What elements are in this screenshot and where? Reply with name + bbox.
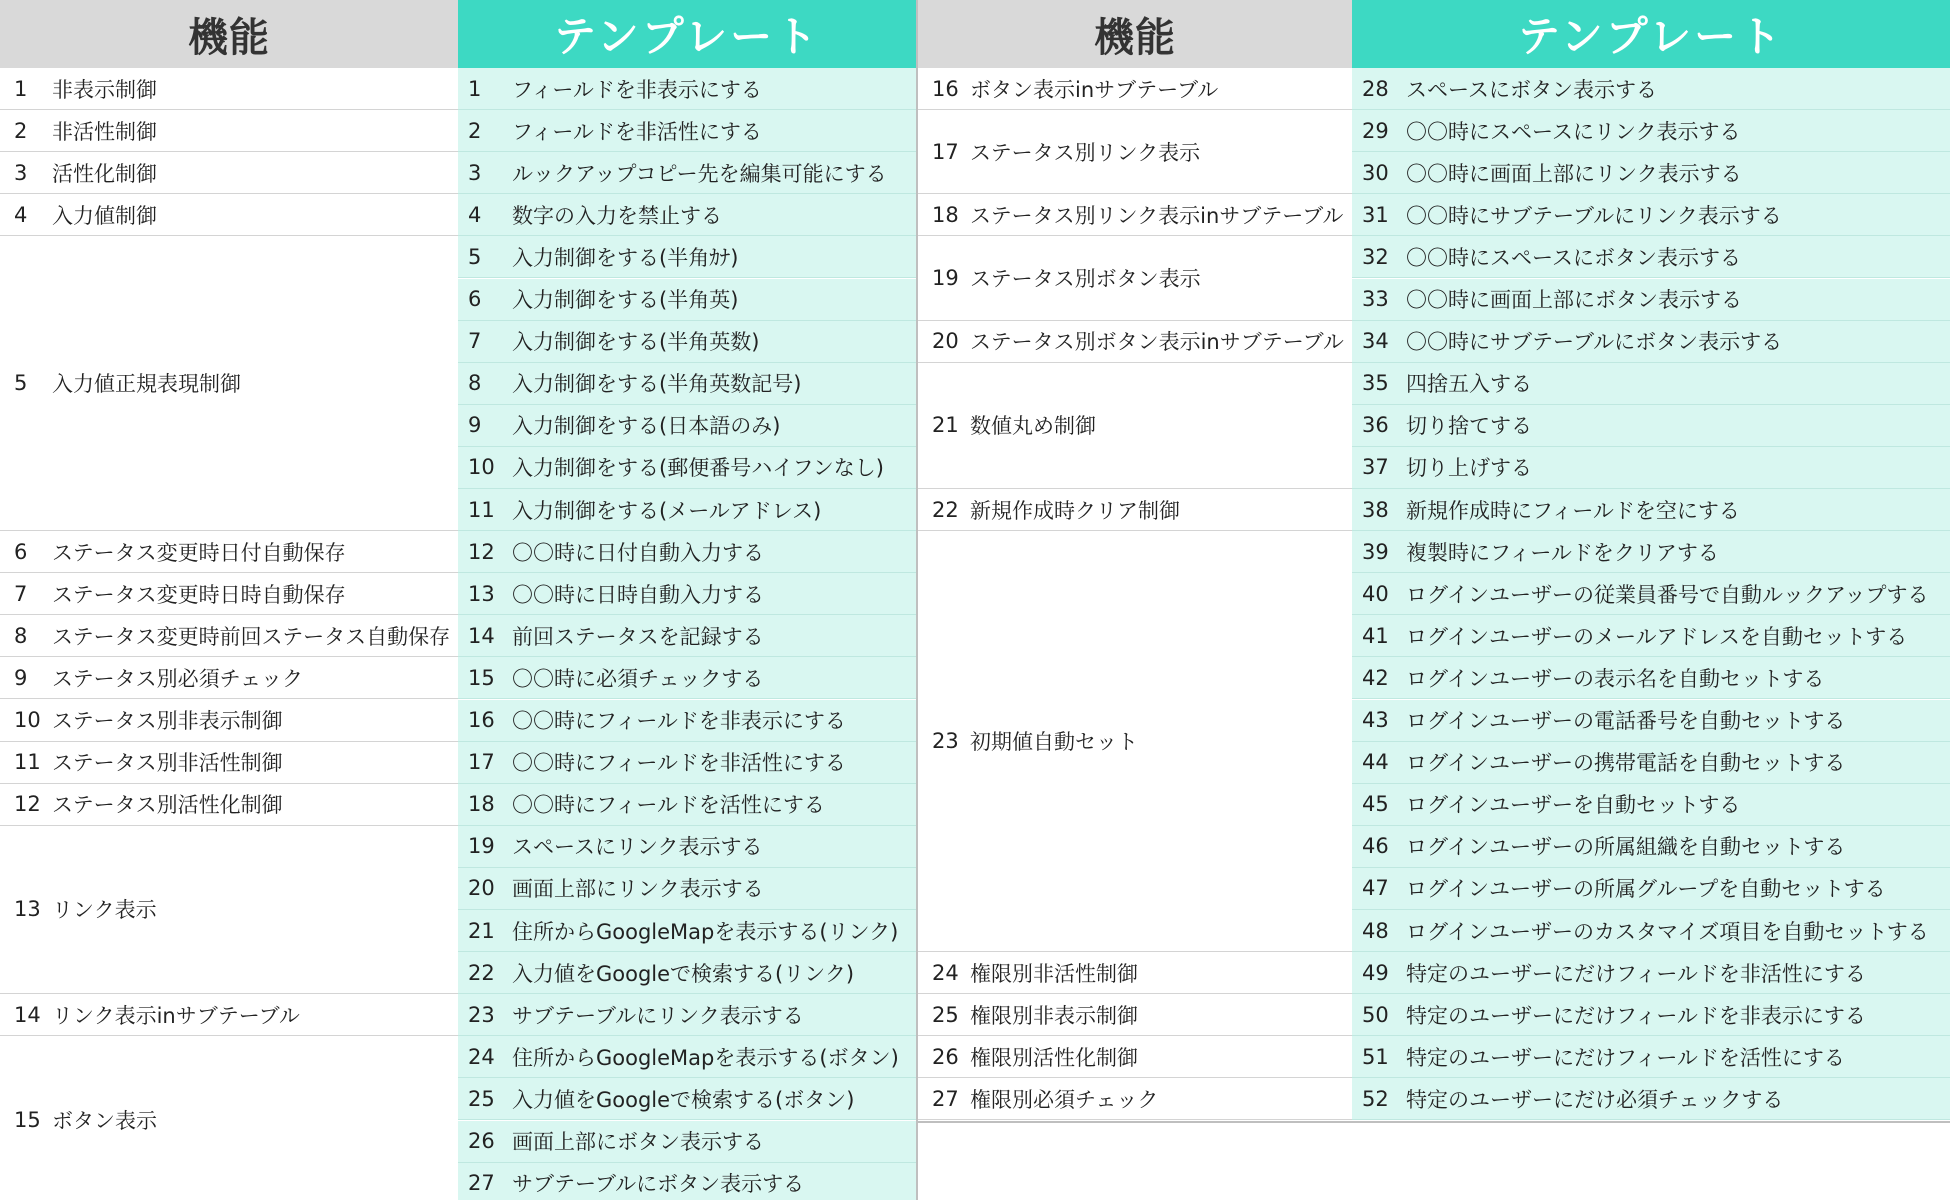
- right-function-number: 19: [932, 265, 959, 290]
- right-function-number: 26: [932, 1044, 959, 1069]
- right-function-number: 17: [932, 139, 959, 164]
- right-function-number: 23: [932, 729, 959, 754]
- left-template-label: 〇〇時に日付自動入力する: [512, 540, 764, 565]
- left-template-row: [458, 952, 916, 994]
- right-template-header: テンプレート: [1352, 0, 1950, 68]
- right-template-row: [1352, 110, 1950, 152]
- left-function-number: 10: [14, 708, 41, 733]
- left-function-row: [0, 700, 458, 742]
- right-function-label: 初期値自動セット: [970, 730, 1138, 755]
- left-function-number: 5: [14, 371, 28, 396]
- left-template-number: 26: [468, 1129, 495, 1154]
- left-template-row: [458, 573, 916, 615]
- right-function-row: [918, 363, 1352, 489]
- right-function-label: 数値丸め制御: [970, 414, 1096, 439]
- right-function-number: 16: [932, 76, 959, 101]
- left-function-number: 11: [14, 750, 41, 775]
- left-function-number: 2: [14, 118, 28, 143]
- left-template-label: 〇〇時に必須チェックする: [512, 666, 764, 691]
- right-function-row: [918, 110, 1352, 194]
- left-function-number: 1: [14, 76, 28, 101]
- left-template-row: [458, 1078, 916, 1120]
- left-template-label: 入力制御をする(半角ｶﾅ): [512, 245, 739, 270]
- right-template-number: 35: [1362, 371, 1389, 396]
- left-template-number: 17: [468, 750, 495, 775]
- left-template-label: 入力制御をする(メールアドレス): [512, 498, 822, 523]
- right-template-label: ログインユーザーの所属組織を自動セットする: [1406, 835, 1846, 860]
- right-template-number: 33: [1362, 287, 1389, 312]
- left-template-header: テンプレート: [458, 0, 916, 68]
- left-function-row: [0, 236, 458, 531]
- right-template-row: [1352, 657, 1950, 699]
- left-template-number: 23: [468, 1002, 495, 1027]
- right-function-label: 新規作成時クリア制御: [970, 498, 1180, 523]
- left-template-number: 13: [468, 581, 495, 606]
- left-template-row: [458, 1163, 916, 1200]
- left-template-label: サブテーブルにリンク表示する: [512, 1003, 804, 1028]
- left-template-number: 12: [468, 539, 495, 564]
- left-template-number: 4: [468, 202, 482, 227]
- left-template-row: [458, 784, 916, 826]
- left-template-number: 3: [468, 160, 482, 185]
- left-template-number: 25: [468, 1086, 495, 1111]
- right-template-label: 切り上げする: [1406, 456, 1532, 481]
- left-template-label: 入力値をGoogleで検索する(ボタン): [512, 1087, 855, 1112]
- right-template-number: 34: [1362, 329, 1389, 354]
- left-template-label: ルックアップコピー先を編集可能にする: [512, 161, 887, 186]
- right-function-row: [918, 1036, 1352, 1078]
- right-template-row: [1352, 489, 1950, 531]
- right-template-row: [1352, 700, 1950, 742]
- right-function-row: [918, 68, 1352, 110]
- left-template-label: 入力制御をする(郵便番号ハイフンなし): [512, 456, 884, 481]
- left-template-number: 20: [468, 876, 495, 901]
- right-template-row: [1352, 321, 1950, 363]
- right-template-label: ログインユーザーの従業員番号で自動ルックアップする: [1406, 582, 1929, 607]
- right-template-number: 39: [1362, 539, 1389, 564]
- left-template-row: [458, 363, 916, 405]
- right-template-row: [1352, 952, 1950, 994]
- left-template-label: サブテーブルにボタン表示する: [512, 1172, 805, 1197]
- left-function-row: [0, 1036, 458, 1200]
- right-function-row: [918, 194, 1352, 236]
- right-function-row: [918, 236, 1352, 320]
- right-template-row: [1352, 1078, 1950, 1120]
- left-function-label: リンク表示inサブテーブル: [52, 1003, 300, 1028]
- right-template-label: 特定のユーザーにだけフィールドを非表示にする: [1406, 1003, 1866, 1028]
- right-template-label: 新規作成時にフィールドを空にする: [1406, 498, 1740, 523]
- left-template-label: 入力制御をする(半角英): [512, 288, 739, 313]
- right-function-row: [918, 489, 1352, 531]
- left-template-number: 22: [468, 960, 495, 985]
- right-template-row: [1352, 68, 1950, 110]
- right-function-label: ボタン表示inサブテーブル: [970, 77, 1219, 102]
- right-template-number: 52: [1362, 1086, 1389, 1111]
- left-template-row: [458, 742, 916, 784]
- right-template-label: 複製時にフィールドをクリアする: [1406, 540, 1719, 565]
- right-template-row: [1352, 615, 1950, 657]
- left-template-row: [458, 68, 916, 110]
- left-function-number: 13: [14, 897, 41, 922]
- right-template-number: 29: [1362, 118, 1389, 143]
- right-template-number: 49: [1362, 960, 1389, 985]
- right-template-row: [1352, 1036, 1950, 1078]
- right-template-number: 48: [1362, 918, 1389, 943]
- left-template-label: フィールドを非活性にする: [512, 119, 762, 144]
- left-function-label: ステータス変更時前回ステータス自動保存: [52, 624, 451, 649]
- right-template-number: 45: [1362, 792, 1389, 817]
- left-function-label: ステータス別非表示制御: [52, 709, 283, 734]
- right-function-number: 20: [932, 329, 959, 354]
- left-template-row: [458, 321, 916, 363]
- left-template-number: 16: [468, 708, 495, 733]
- left-function-number: 4: [14, 202, 28, 227]
- right-template-number: 51: [1362, 1044, 1389, 1069]
- right-function-number: 24: [932, 960, 959, 985]
- right-template-label: ログインユーザーのカスタマイズ項目を自動セットする: [1406, 919, 1929, 944]
- left-function-label: リンク表示: [52, 898, 157, 923]
- right-template-row: [1352, 152, 1950, 194]
- right-template-label: 特定のユーザーにだけ必須チェックする: [1406, 1087, 1784, 1112]
- left-function-number: 12: [14, 792, 41, 817]
- left-function-number: 8: [14, 623, 28, 648]
- left-function-row: [0, 742, 458, 784]
- left-function-number: 3: [14, 160, 28, 185]
- right-template-number: 50: [1362, 1002, 1389, 1027]
- right-function-header: 機能: [918, 0, 1352, 68]
- left-function-label: 活性化制御: [52, 161, 157, 186]
- right-template-label: 〇〇時に画面上部にリンク表示する: [1406, 161, 1742, 186]
- left-template-row: [458, 194, 916, 236]
- right-function-row: [918, 994, 1352, 1036]
- left-template-number: 18: [468, 792, 495, 817]
- left-function-row: [0, 194, 458, 236]
- left-template-label: 入力制御をする(半角英数): [512, 330, 760, 355]
- right-function-number: 18: [932, 202, 959, 227]
- left-template-label: 画面上部にボタン表示する: [512, 1130, 764, 1155]
- left-template-label: 数字の入力を禁止する: [512, 203, 722, 228]
- right-template-row: [1352, 531, 1950, 573]
- right-template-number: 38: [1362, 497, 1389, 522]
- right-template-label: 特定のユーザーにだけフィールドを活性にする: [1406, 1045, 1845, 1070]
- left-template-row: [458, 447, 916, 489]
- left-template-label: 〇〇時にフィールドを活性にする: [512, 793, 825, 818]
- right-template-number: 40: [1362, 581, 1389, 606]
- left-function-label: ステータス別非活性制御: [52, 751, 283, 776]
- right-template-row: [1352, 447, 1950, 489]
- right-function-row: [918, 321, 1352, 363]
- right-template-number: 31: [1362, 202, 1389, 227]
- right-template-label: 切り捨てする: [1406, 414, 1532, 439]
- right-template-row: [1352, 363, 1950, 405]
- right-template-row: [1352, 279, 1950, 321]
- left-template-row: [458, 279, 916, 321]
- left-template-row: [458, 405, 916, 447]
- right-template-number: 28: [1362, 76, 1389, 101]
- right-function-label: 権限別非活性制御: [970, 961, 1138, 986]
- left-function-label: 入力値正規表現制御: [52, 372, 241, 397]
- left-template-number: 2: [468, 118, 482, 143]
- right-template-label: ログインユーザーの携帯電話を自動セットする: [1406, 751, 1846, 776]
- left-template-number: 19: [468, 834, 495, 859]
- left-template-label: 前回ステータスを記録する: [512, 624, 764, 649]
- left-template-label: 画面上部にリンク表示する: [512, 877, 764, 902]
- right-template-label: ログインユーザーの表示名を自動セットする: [1406, 666, 1825, 691]
- left-template-number: 9: [468, 413, 482, 438]
- left-function-number: 15: [14, 1107, 41, 1132]
- right-template-row: [1352, 742, 1950, 784]
- right-template-row: [1352, 910, 1950, 952]
- left-function-row: [0, 657, 458, 699]
- left-template-number: 21: [468, 918, 495, 943]
- left-function-label: ステータス別必須チェック: [52, 666, 303, 691]
- right-template-row: [1352, 236, 1950, 278]
- table-divider: [916, 0, 918, 1200]
- right-template-label: 〇〇時にサブテーブルにボタン表示する: [1406, 330, 1783, 355]
- left-function-row: [0, 784, 458, 826]
- left-function-row: [0, 152, 458, 194]
- left-template-number: 8: [468, 371, 482, 396]
- left-function-row: [0, 110, 458, 152]
- left-function-row: [0, 615, 458, 657]
- right-function-number: 22: [932, 497, 959, 522]
- left-template-row: [458, 489, 916, 531]
- left-function-label: ステータス変更時日付自動保存: [52, 540, 346, 565]
- left-template-number: 11: [468, 497, 495, 522]
- left-template-row: [458, 110, 916, 152]
- left-function-row: [0, 531, 458, 573]
- right-template-number: 43: [1362, 708, 1389, 733]
- right-template-label: 〇〇時に画面上部にボタン表示する: [1406, 288, 1742, 313]
- left-template-number: 6: [468, 287, 482, 312]
- left-function-header: 機能: [0, 0, 458, 68]
- left-function-number: 6: [14, 539, 28, 564]
- left-template-row: [458, 531, 916, 573]
- left-template-row: [458, 910, 916, 952]
- left-template-number: 10: [468, 455, 495, 480]
- right-template-label: 〇〇時にスペースにボタン表示する: [1406, 245, 1741, 270]
- left-template-number: 14: [468, 623, 495, 648]
- left-template-label: 住所からGoogleMapを表示する(リンク): [512, 919, 899, 944]
- left-function-row: [0, 994, 458, 1036]
- right-function-label: ステータス別ボタン表示: [970, 266, 1201, 291]
- left-function-row: [0, 826, 458, 994]
- right-template-number: 41: [1362, 623, 1389, 648]
- right-function-label: 権限別活性化制御: [970, 1045, 1138, 1070]
- right-template-number: 32: [1362, 244, 1389, 269]
- left-template-number: 1: [468, 76, 482, 101]
- right-function-label: 権限別非表示制御: [970, 1003, 1138, 1028]
- left-template-label: フィールドを非表示にする: [512, 77, 762, 102]
- left-template-label: 入力制御をする(日本語のみ): [512, 414, 781, 439]
- left-template-number: 5: [468, 244, 482, 269]
- left-template-row: [458, 868, 916, 910]
- right-template-label: 特定のユーザーにだけフィールドを非活性にする: [1406, 961, 1866, 986]
- left-template-row: [458, 700, 916, 742]
- right-function-row: [918, 952, 1352, 994]
- left-template-label: 〇〇時にフィールドを非表示にする: [512, 709, 846, 734]
- left-template-label: 入力制御をする(半角英数記号): [512, 372, 802, 397]
- left-template-row: [458, 1121, 916, 1163]
- right-function-number: 25: [932, 1002, 959, 1027]
- right-function-row: [918, 531, 1352, 952]
- left-template-number: 27: [468, 1171, 495, 1196]
- right-template-label: 四捨五入する: [1406, 372, 1532, 397]
- left-function-label: ステータス別活性化制御: [52, 793, 283, 818]
- left-function-label: 非表示制御: [52, 77, 157, 102]
- left-function-label: ボタン表示: [52, 1108, 157, 1133]
- right-function-number: 27: [932, 1086, 959, 1111]
- right-template-row: [1352, 868, 1950, 910]
- right-template-row: [1352, 826, 1950, 868]
- right-template-label: ログインユーザーを自動セットする: [1406, 793, 1741, 818]
- right-template-number: 47: [1362, 876, 1389, 901]
- left-function-label: 入力値制御: [52, 203, 157, 228]
- right-function-label: ステータス別リンク表示: [970, 140, 1201, 165]
- left-template-row: [458, 236, 916, 278]
- left-template-label: 〇〇時に日時自動入力する: [512, 582, 764, 607]
- right-function-label: 権限別必須チェック: [970, 1087, 1159, 1112]
- left-template-row: [458, 657, 916, 699]
- right-template-number: 30: [1362, 160, 1389, 185]
- right-function-label: ステータス別ボタン表示inサブテーブル: [970, 330, 1344, 355]
- right-template-row: [1352, 784, 1950, 826]
- right-template-number: 46: [1362, 834, 1389, 859]
- right-function-label: ステータス別リンク表示inサブテーブル: [970, 203, 1344, 228]
- right-template-label: ログインユーザーの所属グループを自動セットする: [1406, 877, 1886, 902]
- left-function-number: 14: [14, 1002, 41, 1027]
- left-template-row: [458, 615, 916, 657]
- left-function-row: [0, 68, 458, 110]
- left-template-row: [458, 994, 916, 1036]
- left-template-label: 住所からGoogleMapを表示する(ボタン): [512, 1045, 899, 1070]
- right-table-bottom-border: [918, 1121, 1950, 1123]
- right-template-row: [1352, 994, 1950, 1036]
- left-template-label: スペースにリンク表示する: [512, 835, 763, 860]
- left-function-number: 7: [14, 581, 28, 606]
- left-function-row: [0, 573, 458, 615]
- right-template-number: 36: [1362, 413, 1389, 438]
- left-template-row: [458, 1036, 916, 1078]
- right-template-label: ログインユーザーのメールアドレスを自動セットする: [1406, 624, 1908, 649]
- left-template-label: 入力値をGoogleで検索する(リンク): [512, 961, 855, 986]
- right-template-number: 44: [1362, 750, 1389, 775]
- right-template-label: 〇〇時にサブテーブルにリンク表示する: [1406, 203, 1782, 228]
- left-template-label: 〇〇時にフィールドを非活性にする: [512, 751, 846, 776]
- left-function-number: 9: [14, 665, 28, 690]
- left-function-label: ステータス変更時日時自動保存: [52, 582, 346, 607]
- right-template-row: [1352, 405, 1950, 447]
- left-template-number: 24: [468, 1044, 495, 1069]
- right-template-number: 37: [1362, 455, 1389, 480]
- right-function-number: 21: [932, 413, 959, 438]
- right-template-row: [1352, 194, 1950, 236]
- left-template-row: [458, 826, 916, 868]
- left-template-number: 7: [468, 329, 482, 354]
- left-template-row: [458, 152, 916, 194]
- left-template-number: 15: [468, 665, 495, 690]
- right-template-label: ログインユーザーの電話番号を自動セットする: [1406, 709, 1846, 734]
- right-template-row: [1352, 573, 1950, 615]
- right-template-label: 〇〇時にスペースにリンク表示する: [1406, 119, 1741, 144]
- right-template-label: スペースにボタン表示する: [1406, 77, 1657, 102]
- right-function-row: [918, 1078, 1352, 1120]
- right-template-number: 42: [1362, 665, 1389, 690]
- left-function-label: 非活性制御: [52, 119, 157, 144]
